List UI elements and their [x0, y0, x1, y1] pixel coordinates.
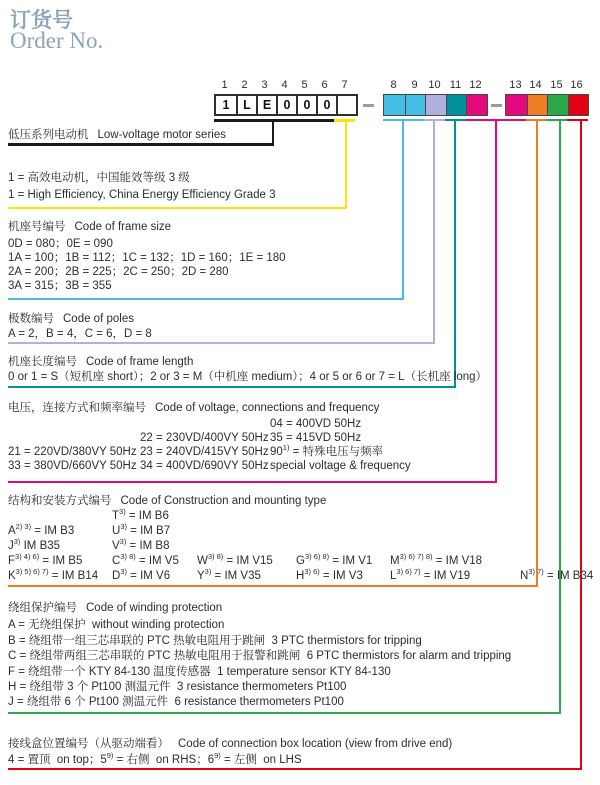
frame-length-title-en: Code of frame length	[86, 356, 194, 368]
mounting-entry-T: $T^{3)}$ = IM B6	[112, 507, 169, 522]
connector-vertical-lavender	[433, 121, 435, 344]
code-box-2: L	[236, 96, 256, 114]
underline-connection-box	[8, 768, 582, 770]
voltage-cell-04: 04 = 400VD 50Hz	[270, 418, 362, 430]
winding-row-C: C = 绕组带两组三芯串联的 PTC 热敏电阻用于报警和跳闸 6 PTC thermistors for alarm and tripping	[8, 650, 512, 662]
code-box-10	[425, 95, 446, 115]
voltage-cell-22: 22 = 230VD/400VY 50Hz	[140, 432, 269, 444]
mounting-entry-J: $J^{3)}$ IM B35	[8, 537, 61, 552]
section-construction-title	[8, 494, 326, 508]
voltage-90-footnote: 1)	[282, 443, 290, 453]
connection-box-row: 4 = 置顶 on top；$5^{9)}$ = 右侧 on RHS；$6^{9)}$ = 左侧 on LHS	[8, 751, 302, 766]
mounting-entry-W: $W^{3) 8)}$ = IM V15	[197, 552, 273, 567]
code-box-group-3	[505, 94, 589, 116]
connector-vertical-orange	[536, 121, 538, 587]
section-winding-title	[8, 601, 222, 615]
connection-box-title-zh: 接线盒位置编号（从驱动端看）	[8, 738, 169, 750]
code-box-group-2	[383, 94, 488, 116]
mounting-entry-N: $N^{3) 7)}$ = IM B34	[520, 567, 594, 582]
construction-title-en: Code of Construction and mounting type	[120, 495, 327, 507]
section-connection-box-title	[8, 737, 452, 751]
frame-size-row-3: 2A = 200；2B = 225；2C = 250；2D = 280	[8, 266, 229, 278]
connector-bar-red	[567, 119, 588, 121]
winding-title-zh: 绕组保护编号	[8, 602, 77, 614]
section-frame-length-title	[8, 355, 193, 369]
voltage-cell-23: 23 = 240VD/415VY 50Hz	[140, 446, 269, 458]
position-label-4: 4	[281, 79, 288, 91]
code-box-16	[568, 95, 589, 115]
voltage-cell-special: special voltage & frequency	[270, 460, 411, 472]
mounting-entry-V: $V^{3)}$ = IM B8	[112, 537, 170, 552]
code-box-3: E	[256, 96, 276, 114]
underline-poles	[8, 342, 435, 344]
code-box-13	[506, 95, 527, 115]
section-poles-title	[8, 312, 134, 326]
efficiency-line-zh: 1 = 高效电动机，中国能效等级 3 级	[8, 172, 190, 184]
mounting-entry-A: $A^{2) 3)}$ = IM B3	[8, 522, 75, 537]
winding-row-J: J = 绕组带 6 个 Pt100 测温元件 6 resistance thermometers Pt100	[8, 696, 344, 708]
frame-size-row-2: 1A = 100；1B = 112；1C = 132；1D = 160；1E = 180	[8, 252, 286, 264]
poles-row: A = 2，B = 4，C = 6，D = 8	[8, 328, 152, 340]
position-label-2: 2	[241, 79, 248, 91]
underline-voltage	[8, 481, 497, 483]
position-label-9: 9	[411, 79, 418, 91]
code-box-14	[527, 95, 548, 115]
poles-title-en: Code of poles	[63, 313, 134, 325]
mounting-entry-L: $L^{3) 6) 7)}$ = IM V19	[390, 567, 471, 582]
underline-frame-length	[8, 386, 456, 388]
separator-dash-2	[491, 104, 502, 107]
code-box-15	[547, 95, 568, 115]
mounting-entry-D: $D^{3)}$ = IM V6	[112, 567, 171, 582]
code-box-12	[466, 95, 487, 115]
page-title-zh: 订货号	[10, 8, 73, 32]
separator-dash-1	[363, 104, 374, 107]
position-label-5: 5	[301, 79, 308, 91]
mounting-entry-U: $U^{3)}$ = IM B7	[112, 522, 171, 537]
code-box-9	[405, 95, 426, 115]
frame-size-row-4: 3A = 315；3B = 355	[8, 280, 112, 292]
voltage-title-en: Code of voltage, connections and frequency	[155, 402, 380, 414]
section-voltage-title	[8, 401, 379, 415]
efficiency-line-en: 1 = High Efficiency, China Energy Efficiency Grade 3	[8, 189, 276, 201]
code-box-6: 0	[316, 96, 336, 114]
frame-size-title-en: Code of frame size	[74, 221, 172, 233]
voltage-cell-35: 35 = 415VD 50Hz	[270, 432, 362, 444]
frame-size-row-1: 0D = 080；0E = 090	[8, 238, 113, 250]
frame-length-row: 0 or 1 = S（短机座 short）；2 or 3 = M（中机座 medium）；4 or 5 or 6 or 7 = L（长机座 long）	[8, 371, 487, 383]
section-series-title	[8, 128, 226, 142]
mounting-entry-Y: $Y^{3)}$ = IM V35	[197, 567, 261, 582]
connector-vertical-red	[580, 121, 582, 770]
voltage-90-code: 90	[270, 446, 283, 458]
position-label-1: 1	[221, 79, 228, 91]
mounting-entry-F: $F^{3) 4) 6)}$ = IM B5	[8, 552, 83, 567]
section-frame-size-title	[8, 220, 171, 234]
connector-vertical-magenta	[495, 121, 497, 483]
voltage-cell-33: 33 = 380VD/660VY 50Hz	[8, 460, 137, 472]
winding-row-A: A = 无绕组保护 without winding protection	[8, 619, 225, 631]
position-label-8: 8	[390, 79, 397, 91]
frame-size-title-zh: 机座号编号	[8, 221, 66, 233]
position-label-16: 16	[570, 79, 583, 91]
voltage-title-zh: 电压，连接方式和频率编号	[8, 402, 146, 414]
voltage-cell-21: 21 = 220VD/380VY 50Hz	[8, 446, 137, 458]
underline-series	[8, 143, 274, 146]
mounting-entry-H: $H^{3) 6)}$ = IM V3	[296, 567, 363, 582]
connector-vertical-green	[559, 121, 561, 714]
position-label-15: 15	[550, 79, 563, 91]
connector-bar-green	[546, 119, 567, 121]
connector-vertical-yellow	[345, 121, 347, 209]
mounting-entry-C: $C^{3) 8)}$ = IM V5	[112, 552, 179, 567]
construction-title-zh: 结构和安装方式编号	[8, 495, 112, 507]
code-box-1: 1	[216, 96, 236, 114]
code-box-5: 0	[296, 96, 316, 114]
position-label-7: 7	[341, 79, 348, 91]
code-box-4: 0	[276, 96, 296, 114]
winding-row-H: H = 绕组带 3 个 Pt100 测温元件 3 resistance thermometers Pt100	[8, 681, 347, 693]
voltage-cell-90	[270, 445, 383, 459]
mounting-entry-K: $K^{3) 5) 6) 7)}$ = IM B14	[8, 567, 99, 582]
underline-construction	[8, 585, 538, 587]
underline-winding	[8, 712, 561, 714]
code-box-8	[384, 95, 405, 115]
code-box-7	[336, 96, 356, 114]
connector-bar-black	[214, 119, 334, 122]
series-title-zh: 低压系列电动机	[8, 129, 89, 141]
position-label-6: 6	[321, 79, 328, 91]
connector-vertical-teal	[454, 121, 456, 388]
voltage-cell-34: 34 = 400VD/690VY 50Hz	[140, 460, 269, 472]
position-label-13: 13	[509, 79, 522, 91]
connector-vertical-cyan	[402, 121, 404, 300]
frame-length-title-zh: 机座长度编号	[8, 356, 77, 368]
connection-box-title-en: Code of connection box location (view from drive end)	[178, 738, 453, 750]
winding-row-F: F = 绕组带一个 KTY 84-130 温度传感器 1 temperature sensor KTY 84-130	[8, 666, 391, 678]
position-label-10: 10	[428, 79, 441, 91]
code-box-group-1	[214, 94, 358, 116]
code-box-11	[446, 95, 467, 115]
poles-title-zh: 极数编号	[8, 313, 54, 325]
voltage-90-text: = 特殊电压与频率	[289, 446, 384, 458]
mounting-entry-G: $G^{3) 6) 8)}$ = IM V1	[296, 552, 373, 567]
position-label-14: 14	[529, 79, 542, 91]
winding-row-B: B = 绕组带一组三芯串联的 PTC 热敏电阻用于跳闸 3 PTC thermistors for tripping	[8, 635, 422, 647]
series-title-en: Low-voltage motor series	[97, 129, 226, 141]
position-label-3: 3	[261, 79, 268, 91]
underline-frame-size	[8, 298, 404, 300]
winding-title-en: Code of winding protection	[86, 602, 223, 614]
underline-efficiency	[8, 207, 347, 209]
page-title-en: Order No.	[10, 28, 104, 53]
position-label-11: 11	[449, 79, 462, 91]
position-label-12: 12	[469, 79, 482, 91]
mounting-entry-M: $M^{3) 6) 7) 8)}$ = IM V18	[390, 552, 483, 567]
